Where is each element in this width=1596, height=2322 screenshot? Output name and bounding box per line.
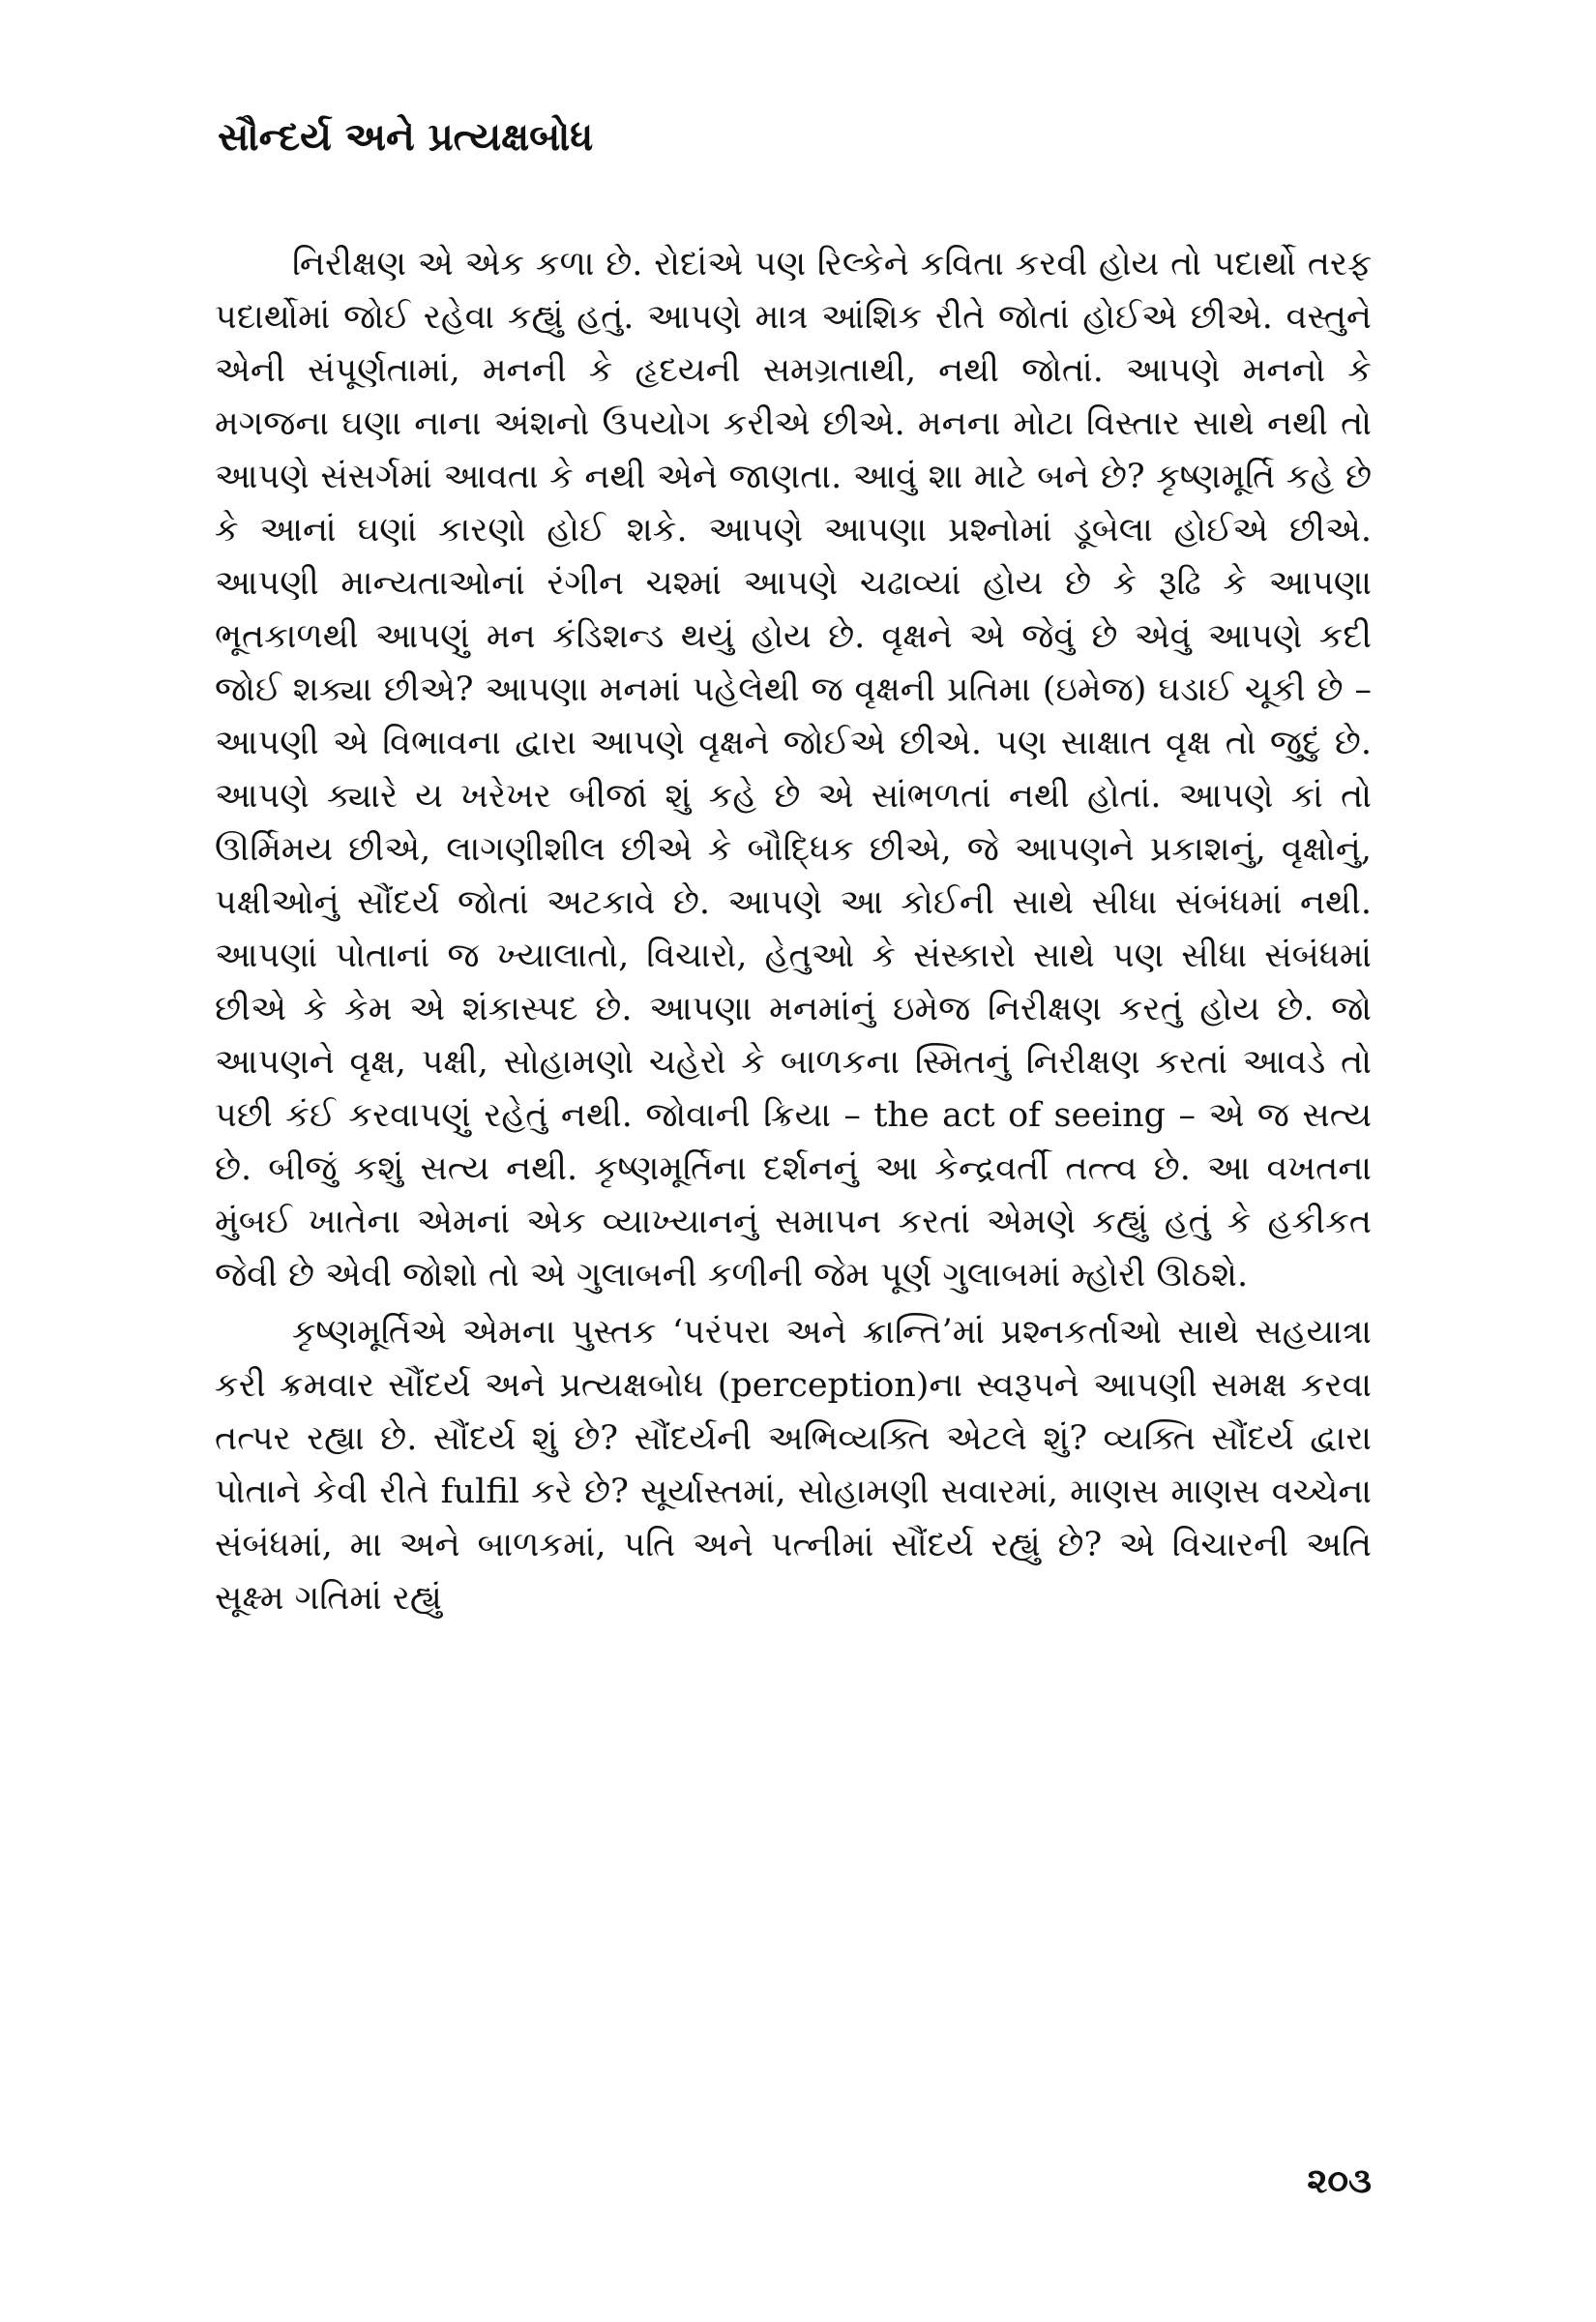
- body-text: [215, 238, 1372, 1625]
- page-number: ૨૦૩: [1307, 2160, 1372, 2201]
- running-header: સૌન્દર્ય અને પ્રત્યક્ષબોધ: [218, 114, 594, 160]
- paragraph: કૃષ્ણમૂર્તિએ એમના પુસ્તક ‘પરંપરા અને ક્રાન્તિ’માં પ્રશ્નકર્તાઓ સાથે સહયાત્રા કરી ક્રમવાર સૌંદર્ય અને પ્રત્યક્ષબોધ (perception)ના સ્વરૂપને આપણી સમક્ષ કરવા તત્પર રહ્યા છે. સૌંદર્ય શું છે? સૌંદર્યની અભિવ્યક્તિ એટલે શું? વ્યક્તિ સૌંદર્ય દ્વારા પોતાને કેવી રીતે fulfil કરે છે? સૂર્યાસ્તમાં, સોહામણી સવારમાં, માણસ માણસ વચ્ચેના સંબંધમાં, મા અને બાળકમાં, પતિ અને પત્નીમાં સૌંદર્ય રહ્યું છે? એ વિચારની અતિ સૂક્ષ્મ ગતિમાં રહ્યું: [215, 1313, 1372, 1618]
- paragraph: નિરીક્ષણ એ એક કળા છે. રોદાંએ પણ રિલ્કેને કવિતા કરવી હોય તો પદાર્થો તરફ પદાર્થોમાં જોઈ રહેવા કહ્યું હતું. આપણે માત્ર આંશિક રીતે જોતાં હોઈએ છીએ. વસ્તુને એની સંપૂર્ણતામાં, મનની કે હૃદયની સમગ્રતાથી, નથી જોતાં. આપણે મનનો કે મગજના ઘણા નાના અંશનો ઉપયોગ કરીએ છીએ. મનના મોટા વિસ્તાર સાથે નથી તો આપણે સંસર્ગમાં આવતા કે નથી એને જાણતા. આવું શા માટે બને છે? કૃષ્ણમૂર્તિ કહે છે કે આનાં ઘણાં કારણો હોઈ શકે. આપણે આપણા પ્રશ્નોમાં ડૂબેલા હોઈએ છીએ. આપણી માન્યતાઓનાં રંગીન ચશ્માં આપણે ચઢાવ્યાં હોય છે કે રૂઢિ કે આપણા ભૂતકાળથી આપણું મન કંડિશન્ડ થયું હોય છે. વૃક્ષને એ જેવું છે એવું આપણે કદી જોઈ શક્યા છીએ? આપણા મનમાં પહેલેથી જ વૃક્ષની પ્રતિમા (ઇમેજ) ઘડાઈ ચૂકી છે – આપણી એ વિભાવના દ્વારા આપણે વૃક્ષને જોઈએ છીએ. પણ સાક્ષાત વૃક્ષ તો જુદું છે. આપણે ક્યારે ય ખરેખર બીજાં શું કહે છે એ સાંભળતાં નથી હોતાં. આપણે કાં તો ઊર્મિમય છીએ, લાગણીશીલ છીએ કે બૌદ્ધિક છીએ, જે આપણને પ્રકાશનું, વૃક્ષોનું, પક્ષીઓનું સૌંદર્ય જોતાં અટકાવે છે. આપણે આ કોઈની સાથે સીધા સંબંધમાં નથી. આપણાં પોતાનાં જ ખ્યાલાતો, વિચારો, હેતુઓ કે સંસ્કારો સાથે પણ સીધા સંબંધમાં છીએ કે કેમ એ શંકાસ્પદ છે. આપણા મનમાંનું ઇમેજ નિરીક્ષણ કરતું હોય છે. જો આપણને વૃક્ષ, પક્ષી, સોહામણો ચહેરો કે બાળકના સ્મિતનું નિરીક્ષણ કરતાં આવડે તો પછી કંઈ કરવાપણું રહેતું નથી. જોવાની ક્રિયા – the act of seeing – એ જ સત્ય છે. બીજું કશું સત્ય નથી. કૃષ્ણમૂર્તિના દર્શનનું આ કેન્દ્રવર્તી તત્ત્વ છે. આ વખતના મુંબઈ ખાતેના એમનાં એક વ્યાખ્યાનનું સમાપન કરતાં એમણે કહ્યું હતું કે હકીકત જેવી છે એવી જોશો તો એ ગુલાબની કળીની જેમ પૂર્ણ ગુલાબમાં મ્હોરી ઊઠશે.: [215, 245, 1372, 1295]
